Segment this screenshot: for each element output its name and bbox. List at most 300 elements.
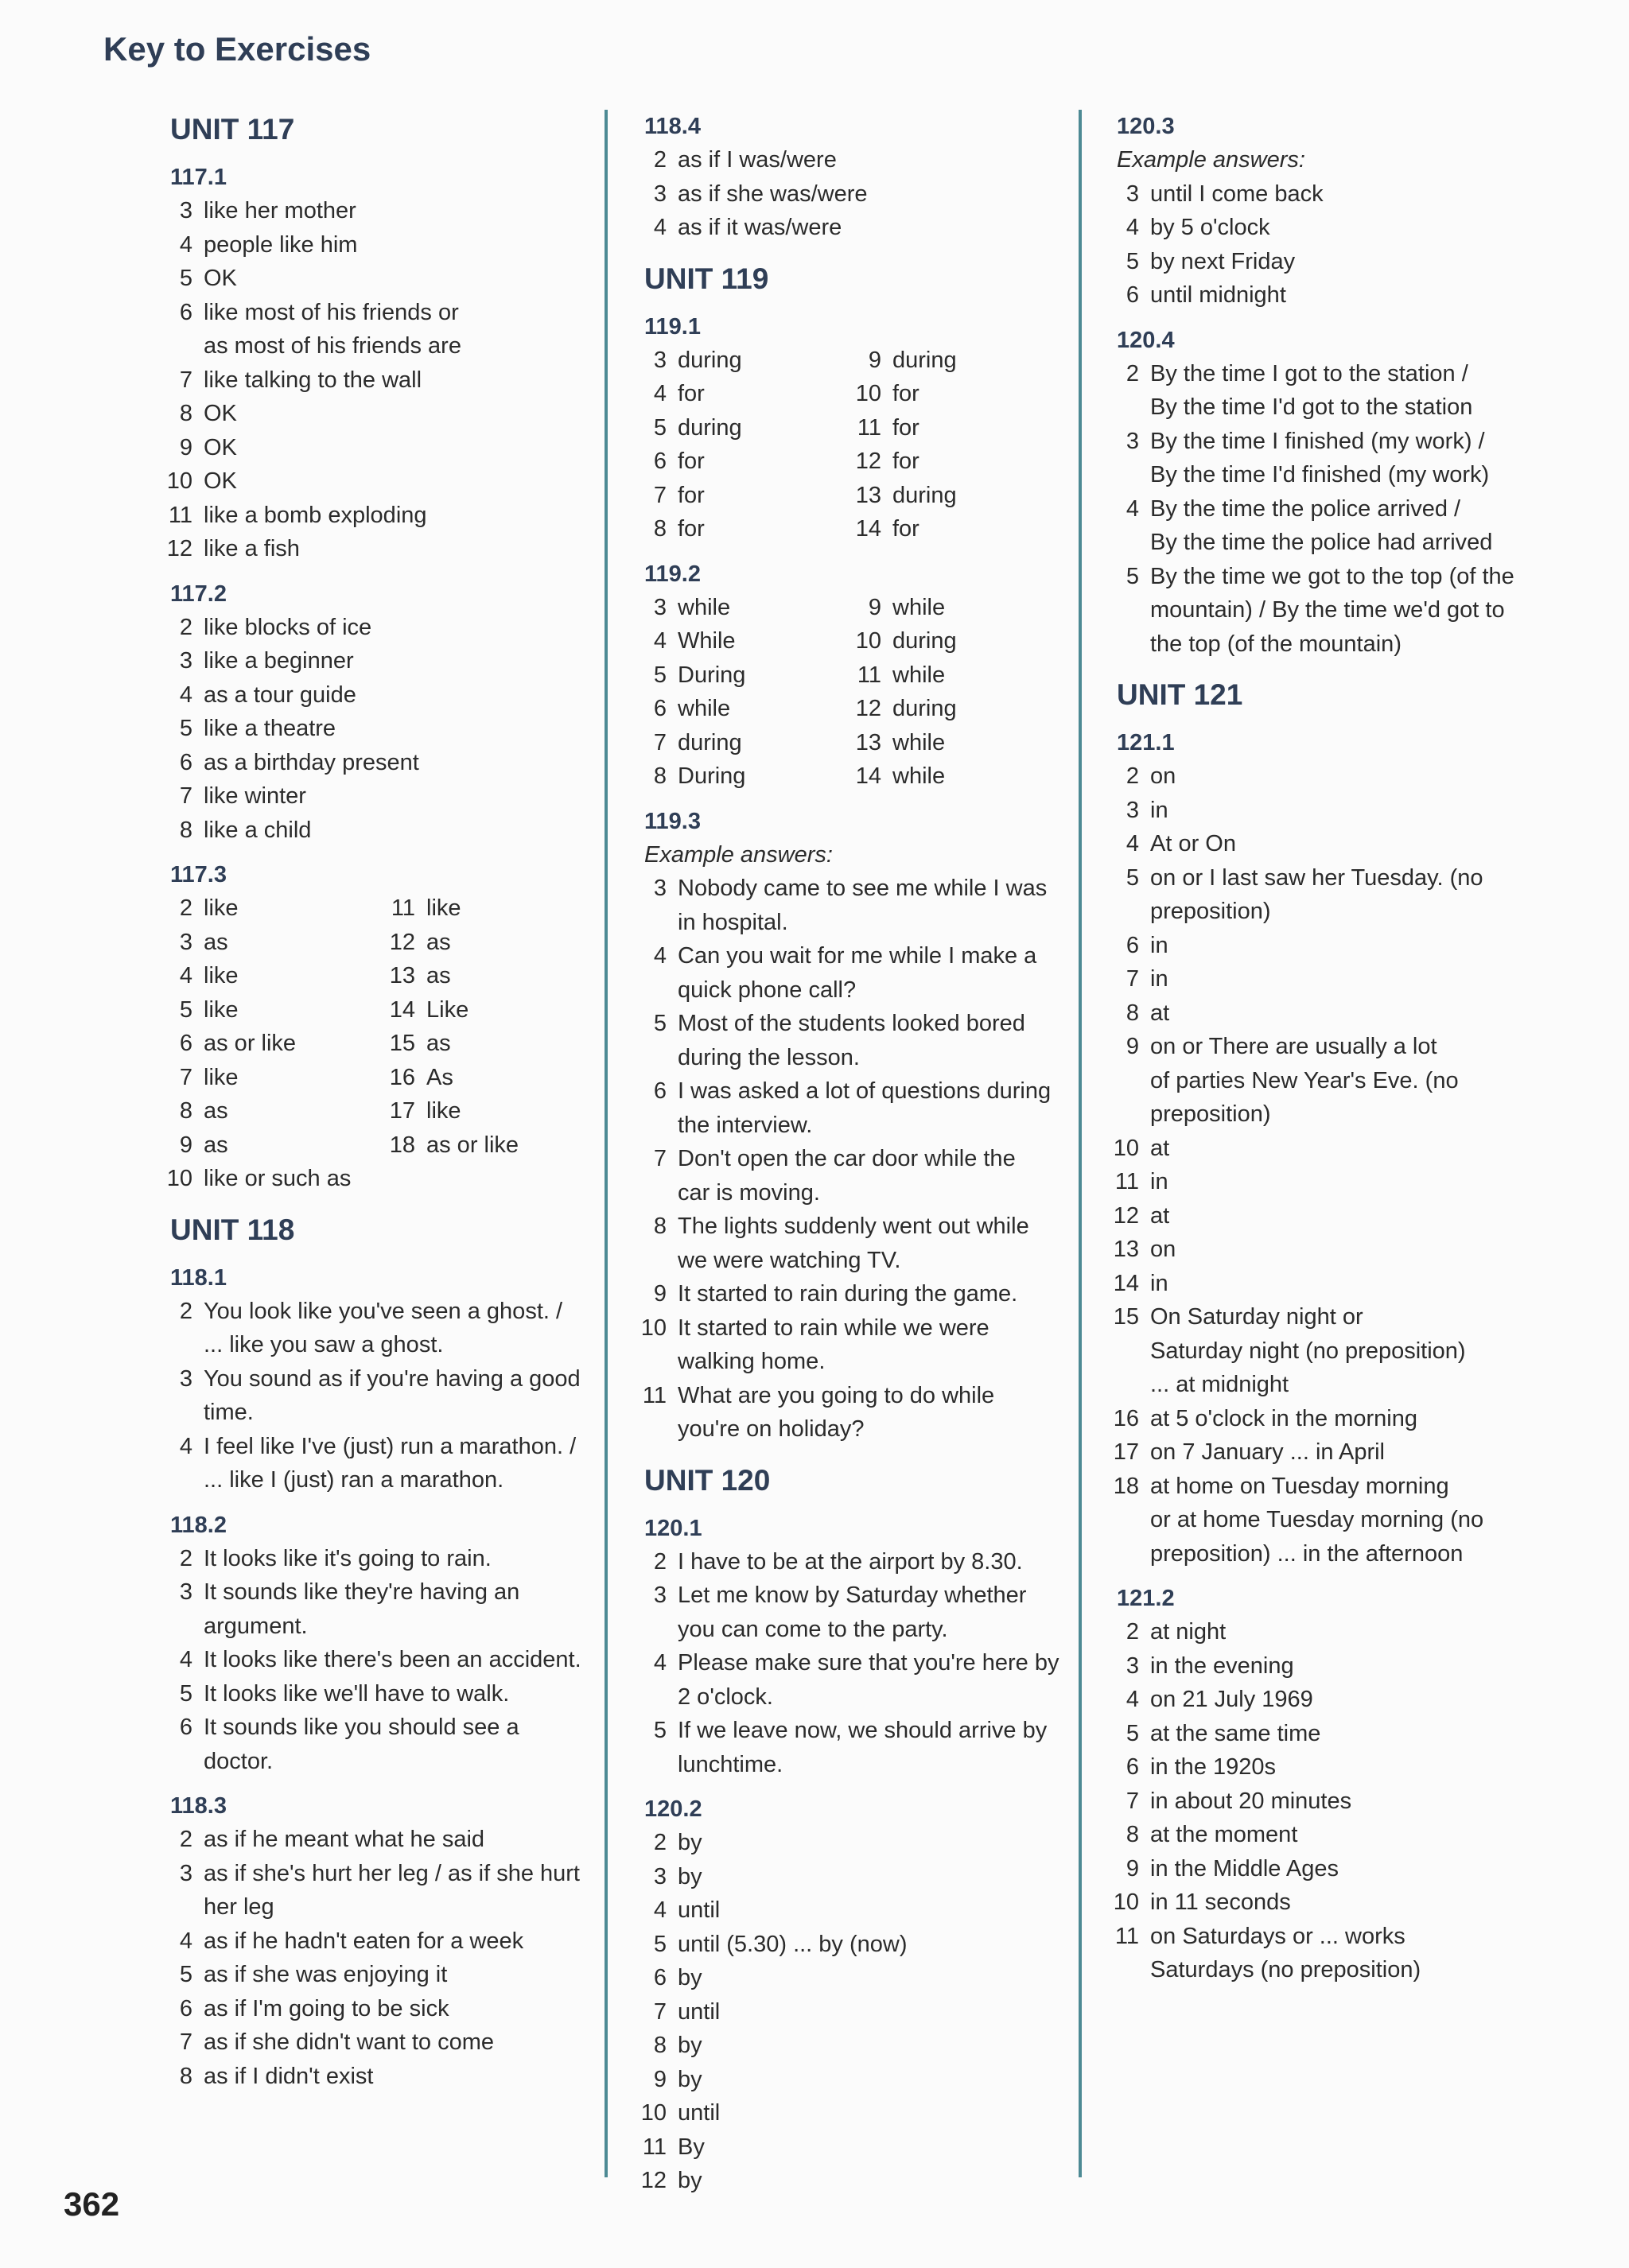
item-answer: as if he hadn't eaten for a week [204, 1928, 524, 1954]
item-answer: during [678, 414, 742, 441]
item-answer: Let me know by Saturday whether [678, 1583, 1027, 1608]
item-number: 4 [179, 682, 192, 708]
item-number [380, 1162, 426, 1196]
item-answer: for [678, 449, 705, 474]
answer-item [157, 363, 603, 398]
item-number: 3 [1126, 181, 1139, 207]
answer-item [632, 726, 846, 760]
item-answer: while [678, 696, 731, 721]
exercise-heading: 117.3 [170, 862, 227, 887]
item-number: 7 [653, 1998, 667, 2025]
item-answer: It looks like we'll have to walk. [204, 1680, 510, 1707]
answer-item [157, 712, 603, 746]
answer-item [1104, 211, 1549, 245]
answer-item [1104, 1885, 1549, 1920]
item-answer: By the time we got to the top (of the [1150, 563, 1514, 589]
item-number [632, 1109, 678, 1143]
unit-heading: UNIT 120 [644, 1463, 771, 1497]
item-number: 3 [653, 1583, 667, 1608]
item-answer: for [678, 482, 705, 508]
item-answer: You look like you've seen a ghost. / [204, 1298, 563, 1324]
item-answer: It looks like there's been an accident. [204, 1647, 581, 1672]
item-number: 8 [653, 763, 667, 789]
answer-pair-row [157, 959, 603, 993]
item-number: 2 [653, 1548, 667, 1575]
answer-item [632, 1007, 1061, 1041]
answer-item [157, 644, 603, 678]
item-number: 16 [389, 1064, 415, 1090]
item-number: 14 [855, 763, 881, 789]
answer-pair-row [157, 891, 603, 926]
item-answer: It sounds like you should see a [204, 1715, 519, 1740]
item-answer: the interview. [678, 1112, 813, 1138]
item-number: 18 [389, 1132, 415, 1158]
answer-item [632, 692, 846, 726]
answer-list [1104, 759, 1549, 1571]
answer-item [157, 1610, 603, 1644]
answer-item [157, 611, 603, 645]
item-answer: in [1150, 1169, 1168, 1194]
answer-item [1104, 1683, 1549, 1717]
item-answer: What are you going to do while [678, 1382, 995, 1408]
answer-item [157, 1328, 603, 1362]
item-number: 5 [653, 414, 667, 441]
item-answer: or at home Tuesday morning (no [1150, 1507, 1484, 1532]
item-answer: as or like [426, 1132, 519, 1158]
answer-item [157, 431, 603, 465]
answer-item [632, 1860, 1061, 1894]
item-number: 13 [855, 729, 881, 755]
answer-item [157, 1094, 380, 1128]
answer-item [632, 906, 1061, 940]
item-number: 4 [179, 231, 192, 258]
item-number: 9 [653, 2066, 667, 2092]
exercise-heading: 117.1 [170, 165, 227, 190]
answer-item [1104, 1537, 1549, 1571]
answer-pair-row [157, 1128, 603, 1163]
answer-item [846, 512, 1061, 546]
item-answer: time. [204, 1400, 254, 1425]
item-answer: during [892, 696, 957, 721]
answer-pair-row [157, 926, 603, 960]
answer-item [1104, 425, 1549, 459]
answer-item [1104, 245, 1549, 279]
item-number: 3 [653, 347, 667, 373]
item-answer: by [678, 1830, 702, 1855]
item-answer: as [204, 1132, 228, 1158]
item-number: 4 [1126, 215, 1139, 240]
answer-item [1104, 1132, 1549, 1166]
answer-item [632, 1545, 1061, 1579]
answer-item [846, 411, 1061, 445]
item-answer: It started to rain while we were [678, 1315, 989, 1341]
item-number: 6 [179, 1031, 192, 1056]
item-number: 7 [179, 367, 192, 393]
item-answer: doctor. [204, 1748, 274, 1774]
item-answer: while [678, 594, 731, 620]
answer-item [157, 397, 603, 431]
answer-item [157, 959, 380, 993]
item-answer: It started to rain during the game. [678, 1281, 1018, 1307]
item-number: 9 [1126, 1855, 1139, 1882]
item-number: 10 [1113, 1135, 1139, 1161]
answer-item [1104, 278, 1549, 313]
item-number: 3 [1126, 797, 1139, 823]
answer-item [632, 512, 846, 546]
answer-item [632, 1041, 1061, 1075]
answer-grid [632, 591, 1061, 794]
answer-pair-row [632, 658, 1061, 693]
answer-item [632, 445, 846, 479]
item-number: 15 [389, 1031, 415, 1056]
item-number: 3 [179, 929, 192, 955]
answer-item [157, 1924, 603, 1959]
item-answer: as if it was/were [678, 215, 842, 240]
item-number [632, 973, 678, 1008]
item-answer: on 21 July 1969 [1150, 1687, 1313, 1712]
item-number: 5 [1126, 864, 1139, 891]
item-number: 13 [1113, 1237, 1139, 1262]
item-number: 10 [1113, 1889, 1139, 1915]
answer-item [380, 891, 603, 926]
answer-item [157, 1295, 603, 1329]
item-answer: at [1150, 1135, 1170, 1161]
item-number: 14 [389, 996, 415, 1023]
item-answer: The lights suddenly went out while [678, 1214, 1029, 1239]
item-number: 8 [179, 817, 192, 843]
answer-item [157, 746, 603, 780]
answer-item [380, 1094, 603, 1128]
answer-item [157, 1857, 603, 1891]
answer-item [1104, 1717, 1549, 1751]
item-number: 4 [1126, 495, 1139, 522]
item-number [157, 1396, 204, 1430]
item-answer: By the time I'd finished (my work) [1150, 462, 1490, 487]
answer-item [632, 1646, 1061, 1680]
exercise-heading: 119.2 [644, 561, 701, 587]
exercise-heading: 120.1 [644, 1515, 702, 1541]
item-number: 4 [179, 1433, 192, 1459]
item-number: 5 [653, 1011, 667, 1036]
unit-heading: UNIT 117 [170, 113, 295, 146]
item-answer: during [678, 347, 742, 373]
item-answer: preposition) [1150, 1101, 1271, 1127]
answer-pair-row [157, 1061, 603, 1095]
item-answer: for [892, 414, 919, 441]
unit-heading: UNIT 121 [1117, 678, 1243, 711]
answer-item [632, 1613, 1061, 1647]
item-number [632, 1412, 678, 1447]
item-answer: at the same time [1150, 1720, 1321, 1746]
answer-item [1104, 1649, 1549, 1684]
answer-item [1104, 593, 1549, 627]
answer-item [157, 1430, 603, 1464]
answer-item [157, 1992, 603, 2026]
item-answer: as a birthday present [204, 749, 419, 775]
item-number [1104, 1097, 1150, 1132]
answer-item [157, 228, 603, 262]
item-answer: ... like you saw a ghost. [204, 1332, 444, 1357]
item-number: 4 [179, 1647, 192, 1672]
answer-column-3 [1104, 110, 1549, 1987]
item-number: 6 [653, 1078, 667, 1104]
answer-item [632, 1995, 1061, 2029]
item-answer: like [204, 996, 239, 1023]
answer-pair-row [632, 411, 1061, 445]
answer-item [1104, 1402, 1549, 1436]
item-number: 3 [179, 1579, 192, 1605]
answer-item [380, 959, 603, 993]
item-answer: until [678, 1998, 721, 2025]
answer-item [157, 1823, 603, 1857]
item-number: 2 [653, 147, 667, 173]
answer-item [1104, 177, 1549, 212]
answer-list [157, 1823, 603, 2093]
item-answer: by [678, 2033, 702, 2058]
item-answer: like [426, 1098, 461, 1124]
answer-item [1104, 1615, 1549, 1649]
item-answer: as if she's hurt her leg / as if she hurt [204, 1860, 580, 1886]
answer-item [157, 2060, 603, 2094]
answer-item [632, 211, 1061, 245]
answer-item [1104, 895, 1549, 929]
answer-pair-row [632, 624, 1061, 658]
item-number: 2 [179, 1545, 192, 1571]
answer-item [632, 872, 1061, 906]
answer-item [632, 759, 846, 794]
item-answer: during [892, 347, 957, 373]
item-number [1104, 627, 1150, 662]
item-answer: argument. [204, 1613, 308, 1639]
item-number: 9 [1126, 1034, 1139, 1059]
answer-item [157, 1890, 603, 1924]
item-number: 11 [1114, 1169, 1139, 1194]
answer-list [157, 194, 603, 566]
item-number: 6 [1126, 1754, 1139, 1780]
item-answer: quick phone call? [678, 977, 857, 1003]
answer-item [632, 1928, 1061, 1962]
item-number [632, 1176, 678, 1210]
item-answer: On Saturday night or [1150, 1304, 1363, 1330]
item-number: 8 [1126, 1822, 1139, 1847]
item-answer: for [892, 449, 919, 474]
item-answer: until I come back [1150, 181, 1324, 207]
item-answer: while [892, 763, 946, 789]
item-number: 11 [168, 502, 192, 528]
example-answers-note: Example answers: [1117, 147, 1305, 173]
item-number [157, 1890, 204, 1924]
item-number: 8 [179, 401, 192, 426]
answer-item [846, 624, 1061, 658]
item-answer: During [678, 763, 746, 789]
item-number [632, 1613, 678, 1647]
answer-item [1104, 627, 1549, 662]
item-number: 7 [653, 729, 667, 755]
item-answer: Saturdays (no preposition) [1150, 1957, 1421, 1983]
item-number: 3 [179, 648, 192, 674]
answer-item [632, 1311, 1061, 1346]
item-answer: until (5.30) ... by (now) [678, 1931, 908, 1957]
answer-item [157, 1027, 380, 1061]
item-number: 5 [179, 996, 192, 1023]
answer-item [632, 1109, 1061, 1143]
answer-item [632, 143, 1061, 177]
answer-item [380, 926, 603, 960]
item-number: 5 [1126, 1720, 1139, 1746]
item-answer: like a theatre [204, 716, 336, 741]
item-number: 4 [1126, 831, 1139, 856]
answer-list [157, 611, 603, 848]
item-number: 8 [1126, 1000, 1139, 1026]
item-number: 5 [653, 1718, 667, 1743]
answer-item [1104, 1199, 1549, 1233]
item-number: 5 [179, 1680, 192, 1707]
item-number: 4 [653, 1650, 667, 1676]
item-answer: during [892, 628, 957, 654]
answer-item [1104, 1784, 1549, 1819]
exercise-heading: 118.2 [170, 1512, 227, 1538]
answer-list [632, 1826, 1061, 2198]
item-answer: like or such as [204, 1166, 352, 1191]
exercise-heading: 119.3 [644, 808, 701, 834]
item-answer: until [678, 1897, 721, 1923]
item-number: 4 [653, 381, 667, 406]
item-answer: at night [1150, 1619, 1227, 1645]
item-answer: like most of his friends or [204, 299, 459, 325]
exercise-heading: 121.1 [1117, 730, 1175, 755]
answer-grid [632, 344, 1061, 546]
answer-column-2 [632, 110, 1061, 2198]
item-answer: like [204, 1064, 239, 1090]
answer-item [1104, 1920, 1549, 1954]
item-number: 6 [179, 749, 192, 775]
item-number: 6 [1126, 932, 1139, 958]
answer-item [157, 464, 603, 499]
item-answer: in the 1920s [1150, 1754, 1277, 1780]
item-answer: like a fish [204, 536, 300, 561]
item-answer: as a tour guide [204, 682, 356, 708]
item-answer: her leg [204, 1894, 274, 1920]
item-number: 2 [1126, 1619, 1139, 1645]
answer-pair-row [157, 1162, 603, 1196]
item-answer: ... like I (just) ran a marathon. [204, 1467, 504, 1493]
item-answer: on or I last saw her Tuesday. (no [1150, 864, 1483, 891]
exercise-heading: 120.3 [1117, 114, 1175, 139]
item-number: 7 [1126, 966, 1139, 992]
item-number: 10 [166, 468, 192, 494]
answer-item [846, 726, 1061, 760]
item-answer: while [892, 729, 946, 755]
item-answer [426, 1162, 603, 1196]
item-number: 3 [179, 1365, 192, 1392]
exercise-heading: 118.3 [170, 1793, 227, 1819]
answer-item [1104, 759, 1549, 794]
item-number: 9 [653, 1281, 667, 1307]
item-answer: until midnight [1150, 282, 1286, 308]
answer-item [632, 2063, 1061, 2097]
item-answer: like winter [204, 783, 306, 809]
item-answer: during [678, 729, 742, 755]
item-number: 3 [653, 876, 667, 901]
answer-item [157, 532, 603, 566]
item-number: 6 [653, 1965, 667, 1990]
item-answer: I was asked a lot of questions during [678, 1078, 1052, 1104]
answer-item [1104, 1750, 1549, 1784]
answer-pair-row [157, 1027, 603, 1061]
answer-item [157, 1677, 603, 1711]
answer-item [632, 2164, 1061, 2198]
item-number: 9 [868, 594, 881, 620]
answer-item [632, 1176, 1061, 1210]
answer-item [1104, 861, 1549, 895]
item-number: 3 [1126, 428, 1139, 454]
answer-item [846, 658, 1061, 693]
item-number: 4 [653, 215, 667, 240]
answer-item [380, 1061, 603, 1095]
item-number: 10 [166, 1166, 192, 1191]
item-number [1104, 1368, 1150, 1402]
item-number: 14 [855, 516, 881, 542]
item-number: 6 [179, 1995, 192, 2021]
item-answer: as [204, 1098, 228, 1124]
answer-item [846, 344, 1061, 378]
answer-item [632, 973, 1061, 1008]
answer-item [632, 1210, 1061, 1244]
item-answer: walking home. [678, 1349, 826, 1374]
item-number: 13 [855, 482, 881, 508]
answer-item [632, 377, 846, 411]
item-number: 12 [389, 929, 415, 955]
answer-item [157, 1711, 603, 1745]
item-number: 8 [653, 516, 667, 542]
exercise-heading: 120.4 [1117, 327, 1175, 353]
item-answer: Don't open the car door while the [678, 1146, 1016, 1171]
item-number: 15 [1113, 1304, 1139, 1330]
item-number: 4 [1126, 1687, 1139, 1712]
answer-item [632, 624, 846, 658]
item-number: 10 [855, 381, 881, 406]
item-number: 17 [1113, 1439, 1139, 1465]
item-answer: on 7 January ... in April [1150, 1439, 1385, 1465]
answer-pair-row [632, 377, 1061, 411]
answer-list [1104, 177, 1549, 313]
item-number: 4 [653, 1897, 667, 1923]
answer-item [846, 759, 1061, 794]
item-number: 12 [1113, 1202, 1139, 1229]
item-answer: while [892, 662, 946, 688]
item-answer: like blocks of ice [204, 614, 372, 640]
item-number: 5 [179, 716, 192, 741]
item-answer: By [678, 2134, 705, 2160]
item-answer: by [678, 2168, 702, 2193]
item-number: 5 [653, 662, 667, 688]
answer-item [157, 1128, 380, 1163]
answer-pair-row [632, 591, 1061, 625]
item-answer: in about 20 minutes [1150, 1788, 1352, 1814]
unit-heading: UNIT 118 [170, 1213, 295, 1246]
answer-item [632, 2096, 1061, 2130]
answer-item [157, 2025, 603, 2060]
item-number: 4 [653, 628, 667, 654]
item-number: 7 [653, 1146, 667, 1171]
item-answer: OK [204, 401, 237, 426]
item-answer: as if she was/were [678, 181, 868, 207]
answer-item [1104, 1818, 1549, 1852]
item-number: 6 [179, 299, 192, 325]
item-answer: on or There are usually a lot [1150, 1034, 1437, 1059]
item-number: 2 [179, 614, 192, 640]
exercise-heading: 118.4 [644, 114, 701, 139]
